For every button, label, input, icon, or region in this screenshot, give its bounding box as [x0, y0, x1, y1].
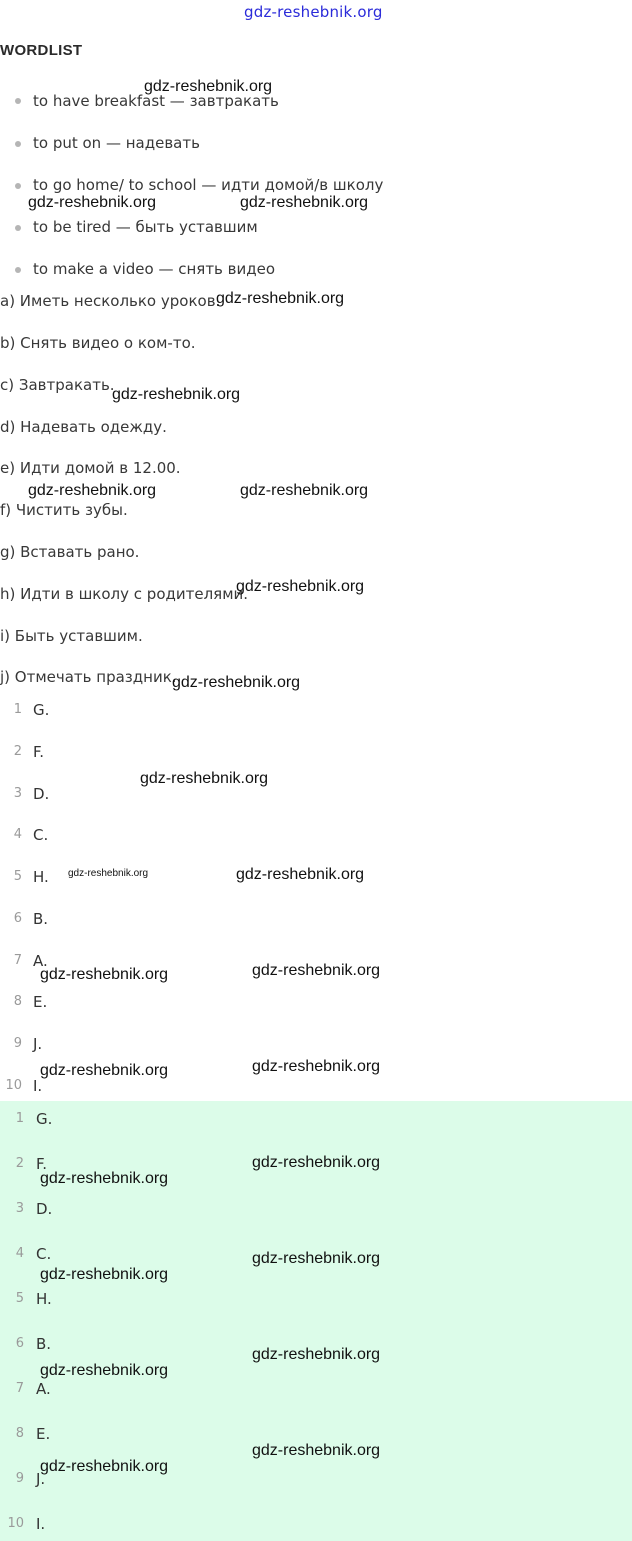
- answer-item: H.: [36, 1290, 52, 1308]
- answer-item: G.: [33, 701, 50, 719]
- watermark: gdz-reshebnik.org: [252, 1058, 381, 1075]
- answer-item: C.: [36, 1245, 52, 1263]
- phrase-item: i) Быть уставшим.: [0, 627, 143, 645]
- phrase-item: b) Снять видео о ком-то.: [0, 334, 196, 352]
- bullet-icon: [15, 225, 21, 231]
- wordlist-item: to go home/ to school — идти домой/в школу: [33, 176, 384, 194]
- watermark: gdz-reshebnik.org: [144, 78, 273, 95]
- watermark: gdz-reshebnik.org: [172, 674, 301, 691]
- answer-number: 9: [15, 1471, 24, 1486]
- watermark: gdz-reshebnik.org: [252, 1250, 381, 1267]
- answer-item: A.: [36, 1380, 51, 1398]
- watermark: gdz-reshebnik.org: [28, 194, 157, 211]
- answer-item: F.: [33, 743, 44, 761]
- answer-item: F.: [36, 1155, 47, 1173]
- answer-number: 8: [13, 994, 22, 1009]
- phrase-item: h) Идти в школу с родителями.: [0, 585, 249, 603]
- wordlist-item: to put on — надевать: [33, 134, 200, 152]
- answer-item: D.: [33, 785, 50, 803]
- answer-item: J.: [33, 1035, 43, 1053]
- answer-item: C.: [33, 826, 49, 844]
- site-label[interactable]: gdz-reshebnik.org: [244, 3, 383, 21]
- watermark: gdz-reshebnik.org: [252, 1442, 381, 1459]
- wordlist-heading: WORDLIST: [0, 42, 83, 59]
- answer-item: B.: [36, 1335, 52, 1353]
- bullet-icon: [15, 183, 21, 189]
- watermark: gdz-reshebnik.org: [216, 290, 345, 307]
- wordlist-item: to make a video — снять видео: [33, 260, 276, 278]
- watermark: gdz-reshebnik.org: [40, 1458, 169, 1475]
- answer-number: 3: [13, 786, 22, 801]
- answer-number: 2: [15, 1156, 24, 1171]
- watermark: gdz-reshebnik.org: [252, 1154, 381, 1171]
- wordlist-item: to have breakfast — завтракать: [33, 92, 279, 110]
- bullet-icon: [15, 98, 21, 104]
- watermark: gdz-reshebnik.org: [252, 1346, 381, 1363]
- answer-number: 2: [13, 744, 22, 759]
- answer-number: 6: [15, 1336, 24, 1351]
- answer-item: E.: [36, 1425, 51, 1443]
- wordlist-item: to be tired — быть уставшим: [33, 218, 258, 236]
- answer-item: H.: [33, 868, 49, 886]
- phrase-item: g) Вставать рано.: [0, 543, 140, 561]
- phrase-item: e) Идти домой в 12.00.: [0, 459, 181, 477]
- answer-number: 4: [13, 827, 22, 842]
- answer-number: 8: [15, 1426, 24, 1441]
- answer-number: 5: [15, 1291, 24, 1306]
- watermark: gdz-reshebnik.org: [40, 1062, 169, 1079]
- answer-number: 9: [13, 1036, 22, 1051]
- watermark: gdz-reshebnik.org: [240, 482, 369, 499]
- answer-number: 7: [13, 953, 22, 968]
- answer-item: J.: [36, 1470, 46, 1488]
- answer-item: I.: [36, 1515, 46, 1533]
- answer-number: 1: [13, 702, 22, 717]
- answer-item: B.: [33, 910, 49, 928]
- watermark: gdz-reshebnik.org: [40, 966, 169, 983]
- answer-number: 1: [15, 1111, 24, 1126]
- watermark: gdz-reshebnik.org: [236, 578, 365, 595]
- answer-item: D.: [36, 1200, 53, 1218]
- phrase-item: j) Отмечать праздник.: [0, 668, 177, 686]
- watermark: gdz-reshebnik.org: [112, 386, 241, 403]
- phrase-item: a) Иметь несколько уроков.: [0, 292, 221, 310]
- answer-number: 10: [5, 1078, 22, 1093]
- watermark: gdz-reshebnik.org: [68, 868, 149, 879]
- watermark: gdz-reshebnik.org: [40, 1170, 169, 1187]
- watermark: gdz-reshebnik.org: [40, 1266, 169, 1283]
- answer-number: 5: [13, 869, 22, 884]
- answer-number: 10: [7, 1516, 24, 1531]
- watermark: gdz-reshebnik.org: [140, 770, 269, 787]
- phrase-item: f) Чистить зубы.: [0, 501, 128, 519]
- answer-item: E.: [33, 993, 48, 1011]
- answer-number: 4: [15, 1246, 24, 1261]
- watermark: gdz-reshebnik.org: [252, 962, 381, 979]
- bullet-icon: [15, 267, 21, 273]
- answer-item: I.: [33, 1077, 43, 1095]
- watermark: gdz-reshebnik.org: [240, 194, 369, 211]
- answer-number: 3: [15, 1201, 24, 1216]
- phrase-item: c) Завтракать.: [0, 376, 115, 394]
- watermark: gdz-reshebnik.org: [236, 866, 365, 883]
- watermark: gdz-reshebnik.org: [28, 482, 157, 499]
- phrase-item: d) Надевать одежду.: [0, 418, 167, 436]
- answer-item: G.: [36, 1110, 53, 1128]
- answer-item: A.: [33, 952, 48, 970]
- answer-number: 7: [15, 1381, 24, 1396]
- answer-number: 6: [13, 911, 22, 926]
- watermark: gdz-reshebnik.org: [40, 1362, 169, 1379]
- bullet-icon: [15, 141, 21, 147]
